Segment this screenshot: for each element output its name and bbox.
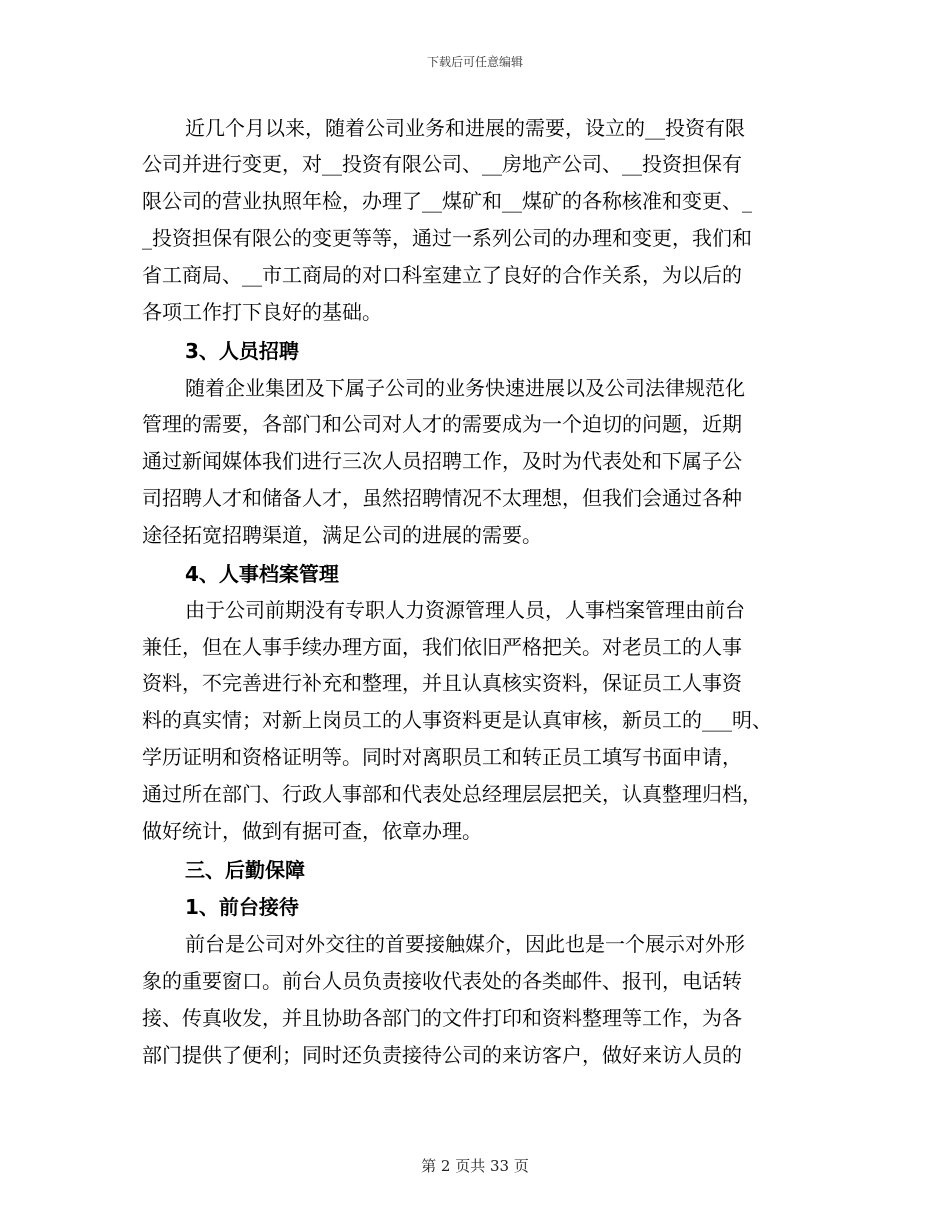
- paragraph-line: 由于公司前期没有专职人力资源管理人员，人事档案管理由前台: [185, 598, 745, 622]
- paragraph-line: 资料，不完善进行补充和整理，并且认真核实资料，保证员工人事资: [142, 671, 742, 695]
- paragraph-line: 通过新闻媒体我们进行三次人员招聘工作，及时为代表处和下属子公: [142, 449, 742, 473]
- section-heading: 4、人事档案管理: [185, 562, 339, 586]
- paragraph-line: 兼任，但在人事手续办理方面，我们依旧严格把关。对老员工的人事: [142, 635, 742, 659]
- paragraph-line: 做好统计，做到有据可查，依章办理。: [142, 819, 482, 843]
- section-heading: 3、人员招聘: [185, 339, 299, 363]
- paragraph-line: 司招聘人才和储备人才，虽然招聘情况不太理想，但我们会通过各种: [142, 486, 742, 510]
- paragraph-line: 料的真实情；对新上岗员工的人事资料更是认真审核，新员工的___明、: [142, 708, 772, 732]
- page-number-footer: 第 2 页共 33 页: [421, 1157, 529, 1175]
- section-heading: 三、后勤保障: [185, 858, 305, 882]
- paragraph-line: 限公司的营业执照年检，办理了__煤矿和__煤矿的各称核准和变更、_: [142, 189, 752, 213]
- paragraph-line: 随着企业集团及下属子公司的业务快速进展以及公司法律规范化: [185, 376, 745, 400]
- paragraph-line: 象的重要窗口。前台人员负责接收代表处的各类邮件、报刊，电话转: [142, 969, 742, 993]
- paragraph-line: 通过所在部门、行政人事部和代表处总经理层层把关，认真整理归档，: [142, 782, 762, 806]
- paragraph-line: 管理的需要，各部门和公司对人才的需要成为一个迫切的问题，近期: [142, 412, 742, 436]
- paragraph-line: 途径拓宽招聘渠道，满足公司的进展的需要。: [142, 523, 542, 547]
- paragraph-line: 公司并进行变更，对__投资有限公司、__房地产公司、__投资担保有: [142, 152, 742, 176]
- paragraph-line: 省工商局、__市工商局的对口科室建立了良好的合作关系，为以后的: [142, 263, 742, 287]
- section-heading: 1、前台接待: [185, 895, 299, 919]
- paragraph-line: _投资担保有限公的变更等等，通过一系列公司的办理和变更，我们和: [142, 226, 752, 250]
- paragraph-line: 各项工作打下良好的基础。: [142, 300, 382, 324]
- paragraph-line: 前台是公司对外交往的首要接触媒介，因此也是一个展示对外形: [185, 932, 745, 956]
- paragraph-line: 近几个月以来，随着公司业务和进展的需要，设立的__投资有限: [185, 116, 745, 140]
- paragraph-line: 部门提供了便利；同时还负责接待公司的来访客户，做好来访人员的: [142, 1043, 742, 1067]
- page-header: 下载后可任意编辑: [426, 55, 523, 69]
- paragraph-line: 学历证明和资格证明等。同时对离职员工和转正员工填写书面申请，: [142, 745, 742, 769]
- paragraph-line: 接、传真收发，并且协助各部门的文件打印和资料整理等工作，为各: [142, 1006, 742, 1030]
